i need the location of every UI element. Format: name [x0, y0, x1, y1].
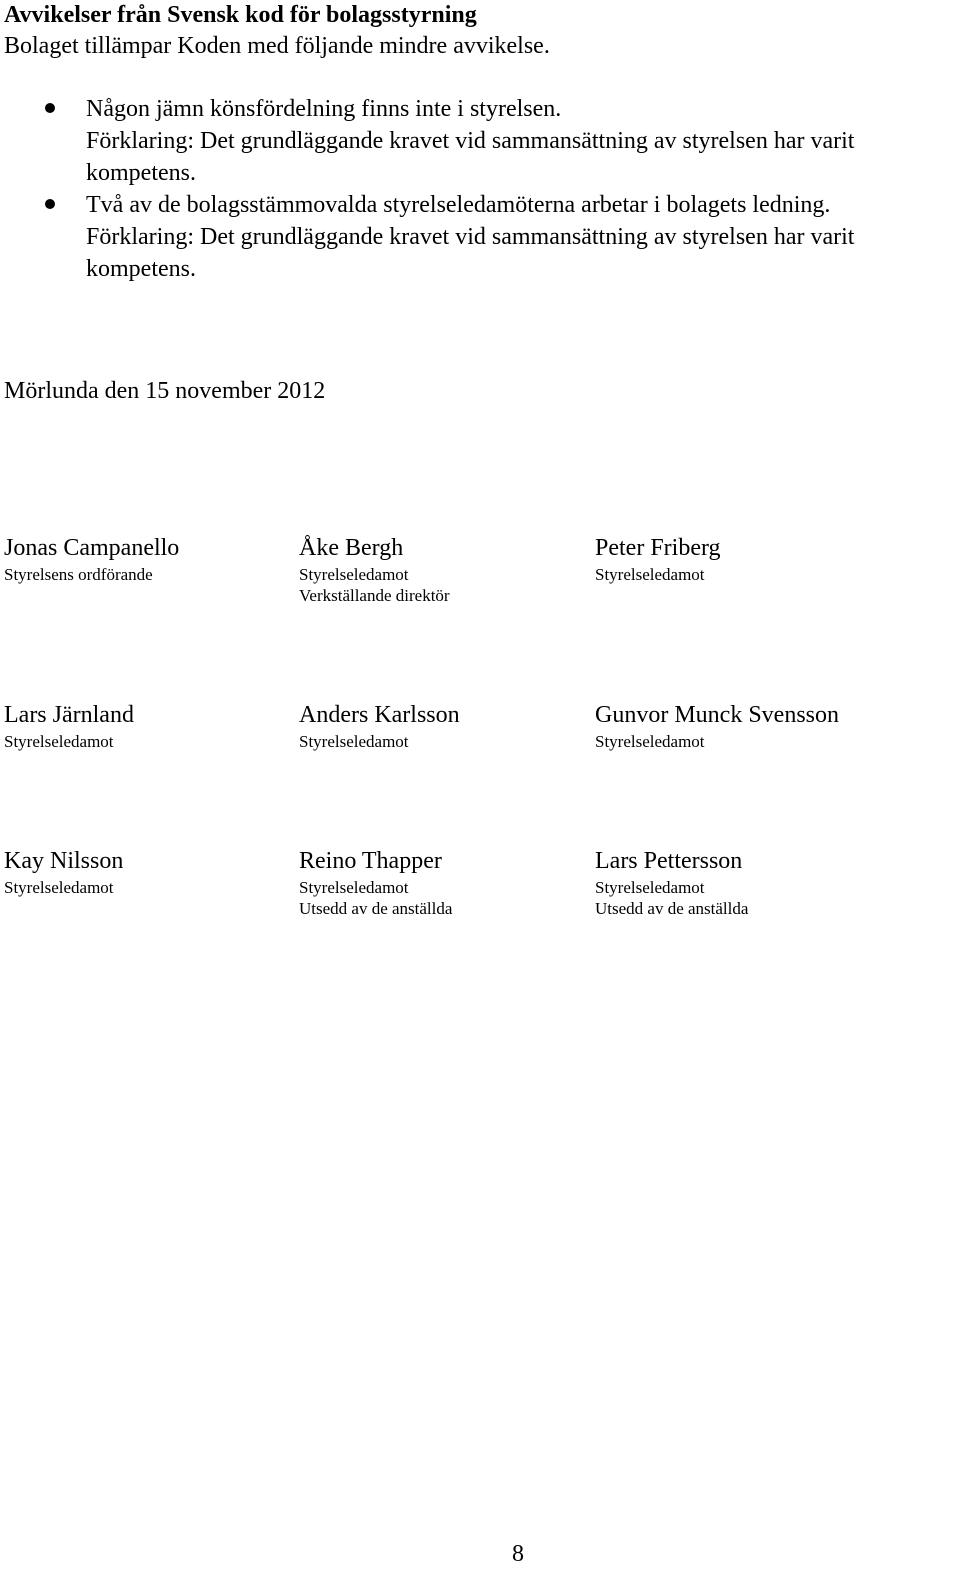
page-number: 8	[512, 1541, 524, 1567]
signatory-name: Kay Nilsson	[4, 848, 124, 874]
signature-block	[595, 532, 890, 585]
signature-row	[4, 845, 954, 935]
signatory-name: Reino Thapper	[299, 848, 442, 874]
signatory-role: Styrelseledamot	[595, 565, 705, 584]
place-and-date: Mörlunda den 15 november 2012	[4, 378, 326, 404]
signatory-name: Anders Karlsson	[299, 702, 460, 728]
section-heading: Avvikelser från Svensk kod för bolagsstyrning	[4, 2, 477, 28]
signatory-name: Peter Friberg	[595, 535, 721, 561]
signature-row	[4, 699, 954, 789]
signatory-name: Gunvor Munck Svensson	[595, 702, 839, 728]
deviation-text: Två av de bolagsstämmovalda styrelseledamöterna arbetar i bolagets ledning.	[86, 192, 831, 218]
deviation-explanation: Förklaring: Det grundläggande kravet vid sammansättning av styrelsen har varit kompetens.	[86, 128, 855, 186]
signature-block	[299, 532, 594, 606]
signatory-role: Utsedd av de anställda	[299, 899, 453, 918]
signature-block	[299, 845, 594, 919]
signatory-role: Styrelseledamot	[299, 732, 409, 751]
signature-row	[4, 532, 954, 622]
signatory-role: Styrelseledamot	[595, 878, 705, 897]
signature-block	[4, 699, 299, 752]
deviation-item	[0, 93, 960, 189]
signatory-name: Jonas Campanello	[4, 535, 180, 561]
bullet-icon	[45, 199, 55, 209]
signature-block	[595, 699, 890, 752]
signature-block	[4, 845, 299, 898]
signatory-name: Lars Pettersson	[595, 848, 743, 874]
section-intro: Bolaget tillämpar Koden med följande mindre avvikelse.	[4, 33, 550, 59]
deviation-explanation: Förklaring: Det grundläggande kravet vid sammansättning av styrelsen har varit kompetens.	[86, 224, 855, 282]
signatory-role: Styrelseledamot	[595, 732, 705, 751]
signature-block	[299, 699, 594, 752]
signatory-role: Verkställande direktör	[299, 586, 450, 605]
signatory-role: Styrelsens ordförande	[4, 565, 153, 584]
signatory-name: Åke Bergh	[299, 535, 404, 561]
signatory-role: Styrelseledamot	[4, 732, 114, 751]
deviation-text: Någon jämn könsfördelning finns inte i styrelsen.	[86, 96, 562, 122]
deviation-list	[0, 93, 960, 285]
deviation-item	[0, 189, 960, 285]
signatory-name: Lars Järnland	[4, 702, 134, 728]
signature-block	[595, 845, 890, 919]
signatory-role: Utsedd av de anställda	[595, 899, 749, 918]
signatory-role: Styrelseledamot	[299, 565, 409, 584]
signatory-role: Styrelseledamot	[299, 878, 409, 897]
signature-block	[4, 532, 299, 585]
bullet-icon	[45, 103, 55, 113]
signatory-role: Styrelseledamot	[4, 878, 114, 897]
